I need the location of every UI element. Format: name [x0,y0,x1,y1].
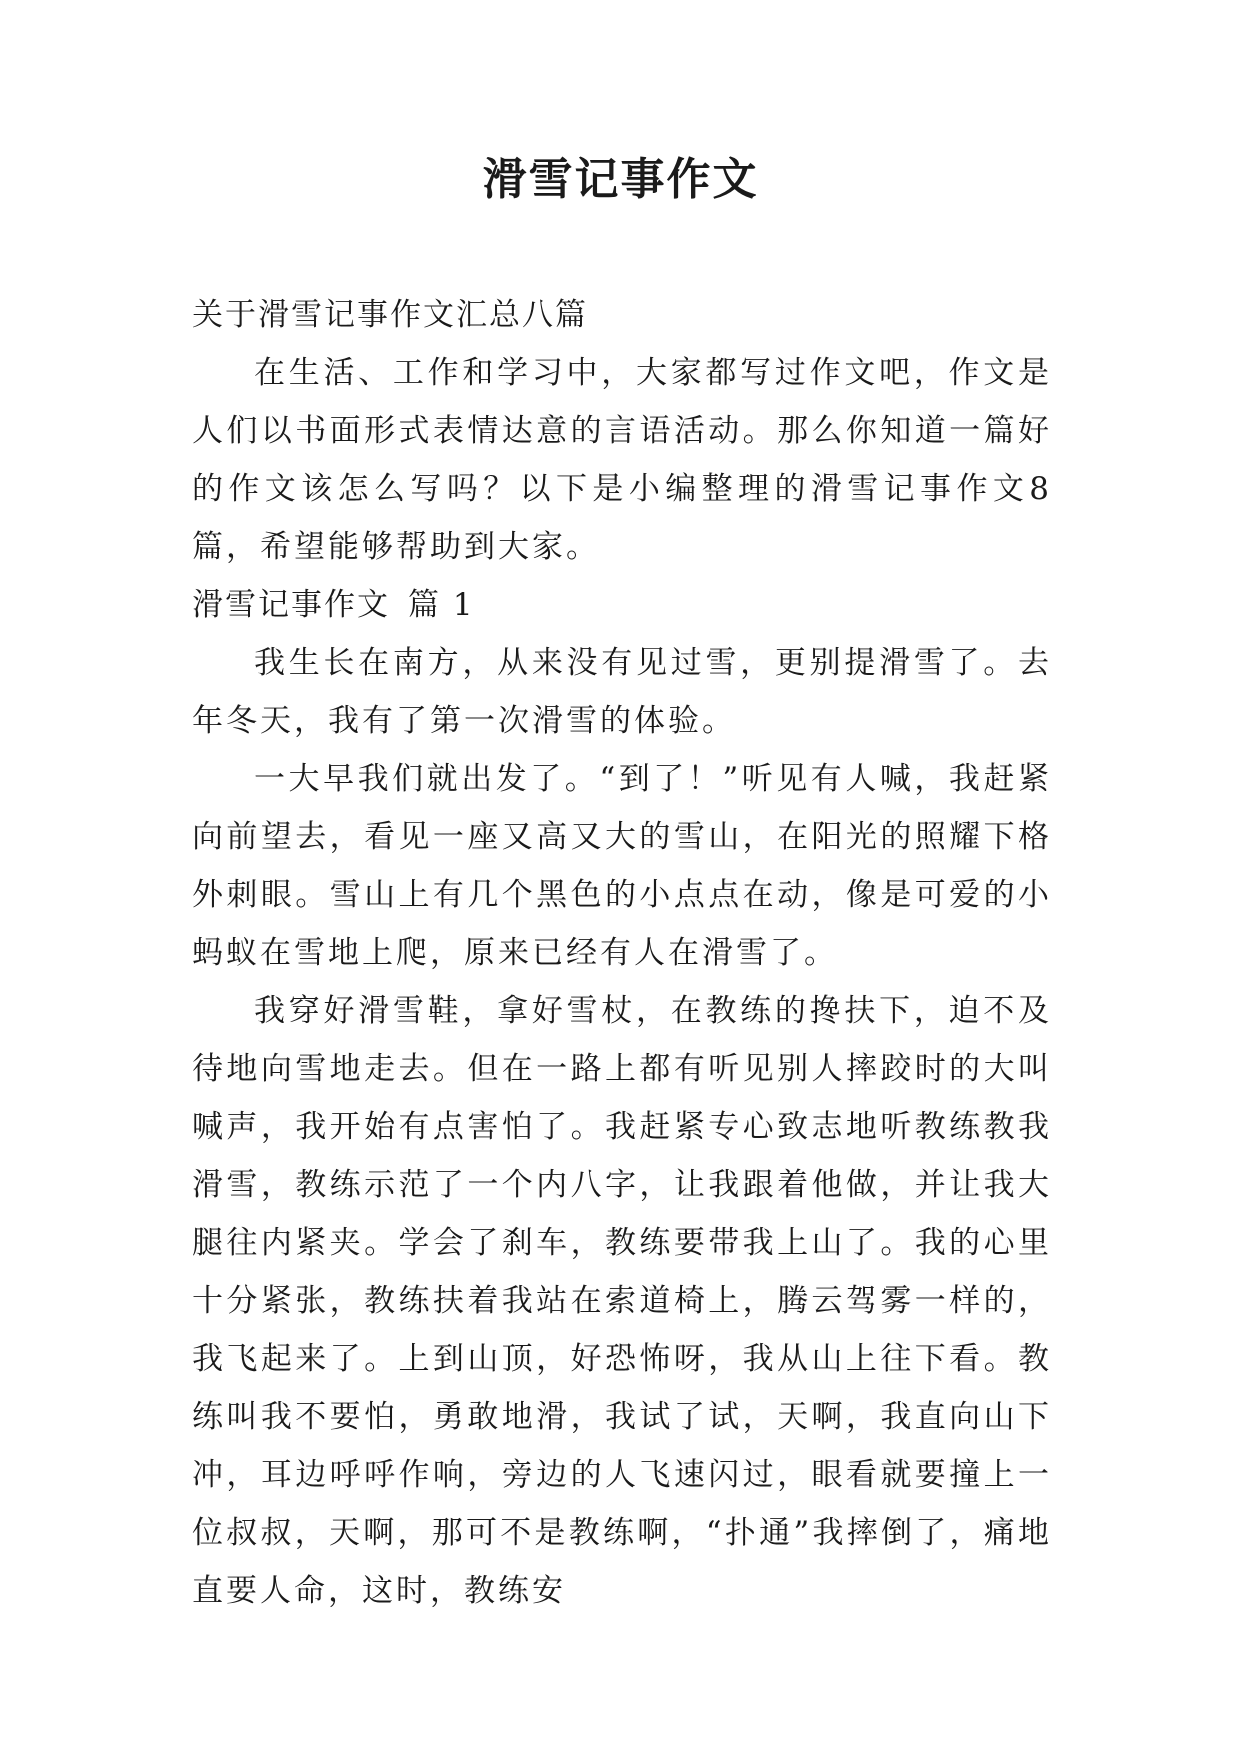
chapter-heading [192,576,1052,634]
body-paragraph: 一大早我们就出发了。“到了！”听见有人喊，我赶紧向前望去，看见一座又高又大的雪山，在阳光的照耀下格外刺眼。雪山上有几个黑色的小点点在动，像是可爱的小蚂蚁在雪地上爬，原来已经有人在滑雪了。 [192,761,1052,971]
body-paragraph: 我生长在南方，从来没有见过雪，更别提滑雪了。去年冬天，我有了第一次滑雪的体验。 [192,645,1052,739]
document-title: 滑雪记事作文 [482,154,759,205]
document-subtitle: 关于滑雪记事作文汇总八篇 [192,297,588,333]
document-body [192,286,1052,1620]
chapter-number: 篇 1 [408,587,475,623]
chapter-name: 滑雪记事作文 [192,587,390,623]
body-paragraph: 我穿好滑雪鞋，拿好雪杖，在教练的搀扶下，迫不及待地向雪地走去。但在一路上都有听见别人摔跤时的大叫喊声，我开始有点害怕了。我赶紧专心致志地听教练教我滑雪，教练示范了一个内八字，让我跟着他做，并让我大腿往内紧夹。学会了刹车，教练要带我上山了。我的心里十分紧张，教练扶着我站在索道椅上，腾云驾雾一样的，我飞起来了。上到山顶，好恐怖呀，我从山上往下看。教练叫我不要怕，勇敢地滑，我试了试，天啊，我直向山下冲，耳边呼呼作响，旁边的人飞速闪过，眼看就要撞上一位叔叔，天啊，那可不是教练啊，“扑通”我摔倒了，痛地直要人命，这时，教练安 [192,993,1052,1609]
intro-paragraph: 在生活、工作和学习中，大家都写过作文吧，作文是人们以书面形式表情达意的言语活动。那么你知道一篇好的作文该怎么写吗？以下是小编整理的滑雪记事作文8篇，希望能够帮助到大家。 [192,355,1052,565]
